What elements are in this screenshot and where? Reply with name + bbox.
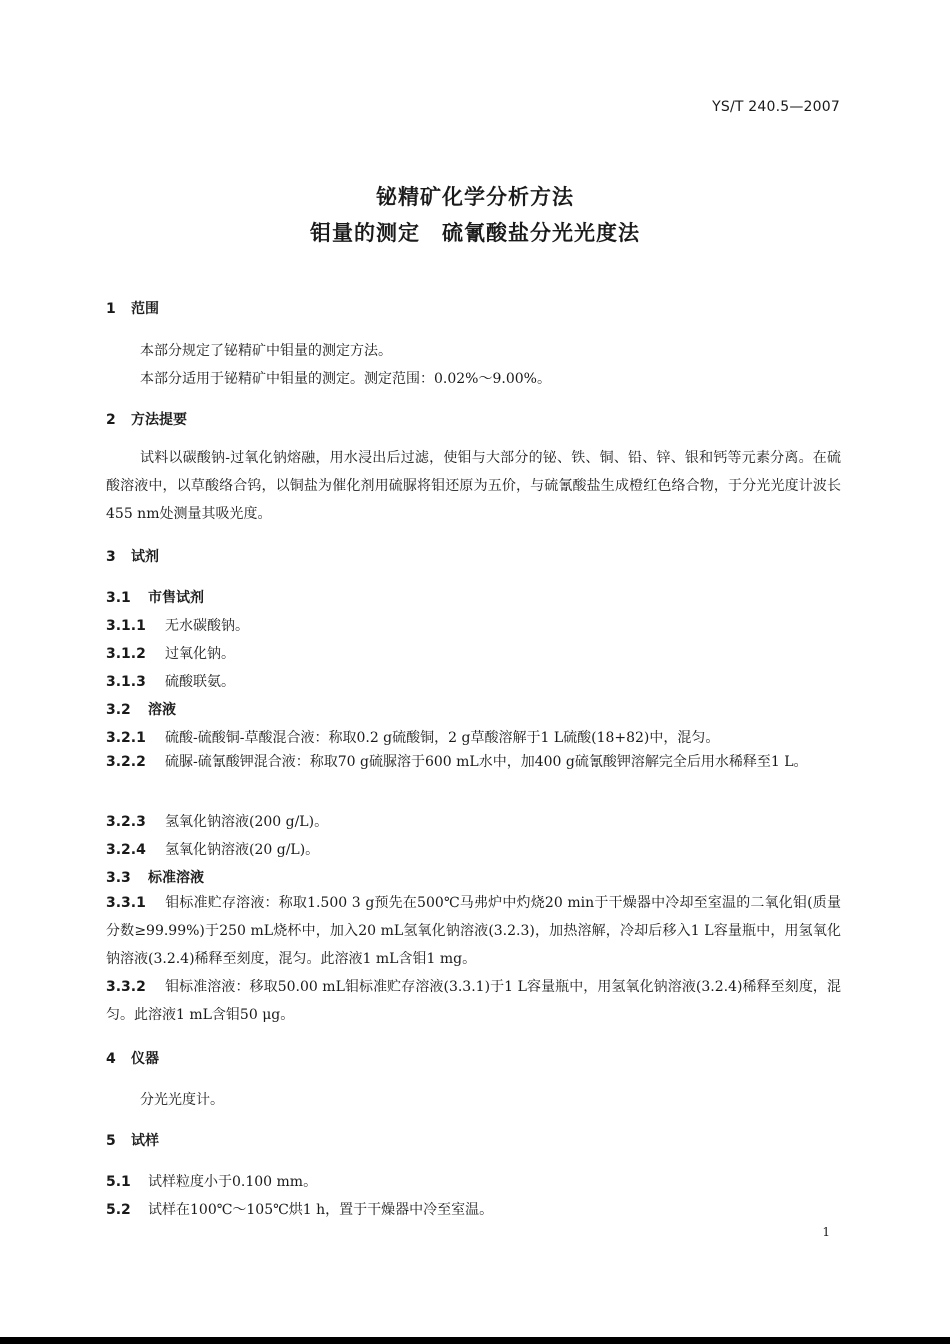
clause-text: 钼标准贮存溶液：称取1.500 3 g预先在500℃马弗炉中灼烧20 min于干燥器中冷却至室温的二氧化钼(质量分数≥99.99%)于250 mL烧杯中，加入20 mL氢氧化钠溶液(3.2.3)，加热溶解，冷却后移入1 L容量瓶中，用氢氧化钠溶液(3.2.4)稀释至刻度，混匀。此溶液1 mL含钼1 mg。	[106, 895, 841, 967]
section-3-heading	[106, 546, 841, 566]
document-title-line2: 钼量的测定 硫氰酸盐分光光度法	[310, 221, 640, 245]
clause-number: 3.2.4	[106, 842, 146, 858]
clause-text: 钼标准溶液：移取50.00 mL钼标准贮存溶液(3.3.1)于1 L容量瓶中，用氢氧化钠溶液(3.2.4)稀释至刻度，混匀。此溶液1 mL含钼50 μg。	[106, 979, 841, 1023]
section-title: 方法提要	[131, 412, 187, 428]
clause-3-2-1	[106, 727, 841, 747]
section-title: 市售试剂	[148, 590, 204, 606]
clause-text: 无水碳酸钠。	[165, 618, 249, 634]
standard-code: YS/T 240.5—2007	[712, 99, 840, 115]
section-title: 标准溶液	[148, 870, 204, 886]
section-number: 4	[106, 1051, 116, 1067]
section-2-heading	[106, 409, 841, 429]
clause-text: 试样粒度小于0.100 mm。	[148, 1174, 318, 1190]
section-number: 3.1	[106, 590, 131, 606]
clause-text: 试样在100℃～105℃烘1 h，置于干燥器中冷至室温。	[148, 1202, 494, 1218]
clause-3-2-2	[106, 748, 841, 776]
section-title: 范围	[131, 301, 159, 317]
section-4-heading	[106, 1048, 841, 1068]
paragraph: 本部分适用于铋精矿中钼量的测定。测定范围：0.02%～9.00%。	[140, 371, 551, 387]
clause-number: 3.2.1	[106, 730, 146, 746]
clause-3-2-4	[106, 839, 841, 859]
clause-3-1-2	[106, 643, 841, 663]
section-number: 2	[106, 412, 116, 428]
paragraph: 分光光度计。	[140, 1092, 224, 1108]
section-title: 试样	[131, 1133, 159, 1149]
section-number: 3.2	[106, 702, 131, 718]
section-number: 5	[106, 1133, 116, 1149]
clause-3-3-2	[106, 973, 841, 1029]
clause-number: 5.2	[106, 1202, 131, 1218]
clause-number: 3.2.3	[106, 814, 146, 830]
section-number: 1	[106, 301, 116, 317]
clause-number: 3.2.2	[106, 754, 146, 770]
clause-number: 5.1	[106, 1174, 131, 1190]
clause-3-2-3	[106, 811, 841, 831]
clause-5-1	[106, 1171, 841, 1191]
section-title: 溶液	[148, 702, 176, 718]
page-number: 1	[822, 1225, 830, 1239]
clause-number: 3.3.1	[106, 895, 146, 911]
section-title: 试剂	[131, 549, 159, 565]
clause-text: 硫酸-硫酸铜-草酸混合液：称取0.2 g硫酸铜，2 g草酸溶解于1 L硫酸(18+82)中，混匀。	[165, 730, 720, 746]
clause-text: 过氧化钠。	[165, 646, 235, 662]
clause-text: 氢氧化钠溶液(200 g/L)。	[165, 814, 329, 830]
section-number: 3	[106, 549, 116, 565]
clause-3-1-1	[106, 615, 841, 635]
bottom-border	[0, 1337, 950, 1344]
section-1-heading	[106, 298, 841, 318]
clause-number: 3.1.3	[106, 674, 146, 690]
section-number: 3.3	[106, 870, 131, 886]
clause-3-3-1	[106, 889, 841, 973]
section-5-heading	[106, 1130, 841, 1150]
clause-text: 硫酸联氨。	[165, 674, 235, 690]
section-title: 仪器	[131, 1051, 159, 1067]
subsection-3-2-heading	[106, 699, 841, 719]
subsection-3-3-heading	[106, 867, 841, 887]
clause-3-1-3	[106, 671, 841, 691]
document-title-line1: 铋精矿化学分析方法	[376, 185, 574, 209]
clause-text: 硫脲-硫氰酸钾混合液：称取70 g硫脲溶于600 mL水中，加400 g硫氰酸钾溶解完全后用水稀释至1 L。	[165, 754, 808, 770]
subsection-3-1-heading	[106, 587, 841, 607]
clause-5-2	[106, 1199, 841, 1219]
clause-number: 3.1.2	[106, 646, 146, 662]
clause-number: 3.1.1	[106, 618, 146, 634]
clause-text: 氢氧化钠溶液(20 g/L)。	[165, 842, 320, 858]
paragraph: 本部分规定了铋精矿中钼量的测定方法。	[140, 343, 392, 359]
paragraph: 试料以碳酸钠-过氧化钠熔融，用水浸出后过滤，使钼与大部分的铋、铁、铜、铅、锌、银和钙等元素分离。在硫酸溶液中，以草酸络合钨，以铜盐为催化剂用硫脲将钼还原为五价，与硫氰酸盐生成橙红色络合物，于分光光度计波长455 nm处测量其吸光度。	[106, 450, 841, 522]
clause-number: 3.3.2	[106, 979, 146, 995]
